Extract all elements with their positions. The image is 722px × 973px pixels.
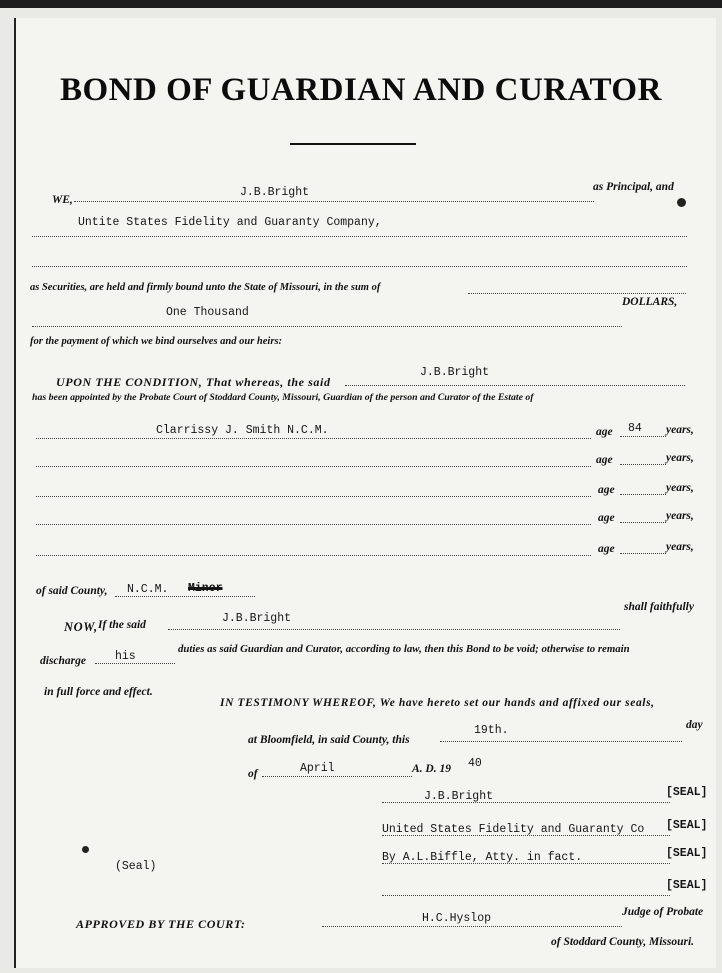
title-underline	[290, 143, 416, 145]
county-line	[115, 596, 255, 597]
now-name: J.B.Bright	[222, 612, 292, 625]
principal-line	[74, 201, 594, 202]
age-line	[620, 436, 666, 437]
age-line	[620, 553, 666, 554]
condition-name: J.B.Bright	[420, 366, 490, 379]
judge-county: of Stoddard County, Missouri.	[551, 936, 695, 948]
age-label: age	[598, 512, 615, 524]
surety-name: Untite States Fidelity and Guaranty Company,	[78, 216, 382, 229]
as-principal-text: as Principal, and	[593, 181, 674, 193]
payment-text: for the payment of which we bind ourselves and our heirs:	[30, 336, 283, 347]
ward-line	[36, 496, 591, 497]
of-label: of	[248, 768, 258, 780]
seal-stamp: (Seal)	[115, 860, 157, 873]
age-line	[620, 494, 666, 495]
discharge-pronoun: his	[115, 650, 136, 663]
county-label: of said County,	[36, 585, 108, 597]
surety-line-2	[32, 266, 687, 267]
now-label: NOW,	[64, 620, 98, 634]
seal-label: [SEAL]	[666, 819, 708, 832]
judge-line	[322, 926, 622, 927]
we-label: WE,	[52, 194, 73, 206]
county-value: N.C.M.	[127, 583, 169, 596]
amount-value: One Thousand	[166, 306, 249, 319]
scan-top-edge	[0, 0, 722, 8]
age-label: age	[596, 454, 613, 466]
year-value: 40	[468, 757, 482, 770]
judge-name: H.C.Hyslop	[422, 912, 492, 925]
years-label: years,	[666, 482, 694, 494]
day-label: day	[686, 719, 703, 731]
faithfully-text: shall faithfully	[624, 601, 694, 613]
now-line	[168, 629, 620, 630]
appointed-text: has been appointed by the Probate Court of Stoddard County, Missouri, Guardian of the person and Curator of the Estate of	[32, 392, 534, 403]
securities-text: as Securities, are held and firmly bound unto the State of Missouri, in the sum of	[30, 282, 381, 293]
years-label: years,	[666, 424, 694, 436]
month-value: April	[300, 762, 335, 775]
ward-name: Clarrissy J. Smith N.C.M.	[156, 424, 329, 437]
age-label: age	[598, 484, 615, 496]
signature-name: J.B.Bright	[424, 790, 494, 803]
age-label: age	[598, 543, 615, 555]
condition-lead: UPON THE CONDITION, That whereas, the said	[56, 375, 331, 389]
surety-line	[32, 236, 687, 237]
sum-line	[468, 293, 686, 294]
day-value: 19th.	[474, 724, 509, 737]
ward-line	[36, 524, 591, 525]
age-line	[620, 522, 666, 523]
month-line	[262, 776, 412, 777]
seal-label: [SEAL]	[666, 847, 708, 860]
judge-title: Judge of Probate	[622, 906, 704, 918]
signature-name: United States Fidelity and Guaranty Co	[382, 823, 645, 836]
scan-speck	[677, 198, 686, 207]
ward-age: 84	[628, 422, 642, 435]
seal-label: [SEAL]	[666, 879, 708, 892]
principal-name: J.B.Bright	[240, 186, 310, 199]
ward-line	[36, 555, 591, 556]
years-label: years,	[666, 541, 694, 553]
ward-line	[36, 438, 591, 439]
force-text: in full force and effect.	[44, 686, 153, 698]
pronoun-line	[95, 663, 175, 664]
if-the-said: If the said	[98, 619, 146, 631]
amount-line	[32, 326, 622, 327]
ward-line	[36, 466, 591, 467]
dollars-label: DOLLARS,	[622, 296, 678, 308]
signature-line	[382, 895, 670, 896]
seal-label: [SEAL]	[666, 786, 708, 799]
condition-line	[345, 385, 685, 386]
years-label: years,	[666, 452, 694, 464]
discharge-text: duties as said Guardian and Curator, according to law, then this Bond to be void; otherwise to remain	[178, 643, 630, 655]
signature-name: By A.L.Biffle, Atty. in fact.	[382, 851, 583, 864]
approved-label: APPROVED BY THE COURT:	[76, 917, 246, 931]
age-line	[620, 464, 666, 465]
at-place-text: at Bloomfield, in said County, this	[248, 734, 410, 746]
scan-speck	[82, 846, 89, 853]
discharge-label: discharge	[40, 655, 86, 667]
age-label: age	[596, 426, 613, 438]
minor-struck: Minor	[188, 582, 223, 595]
ad-label: A. D. 19	[412, 763, 451, 775]
years-label: years,	[666, 510, 694, 522]
day-line	[440, 741, 682, 742]
document-title: BOND OF GUARDIAN AND CURATOR	[60, 72, 662, 108]
testimony-text: IN TESTIMONY WHEREOF, We have hereto set our hands and affixed our seals,	[220, 697, 655, 709]
